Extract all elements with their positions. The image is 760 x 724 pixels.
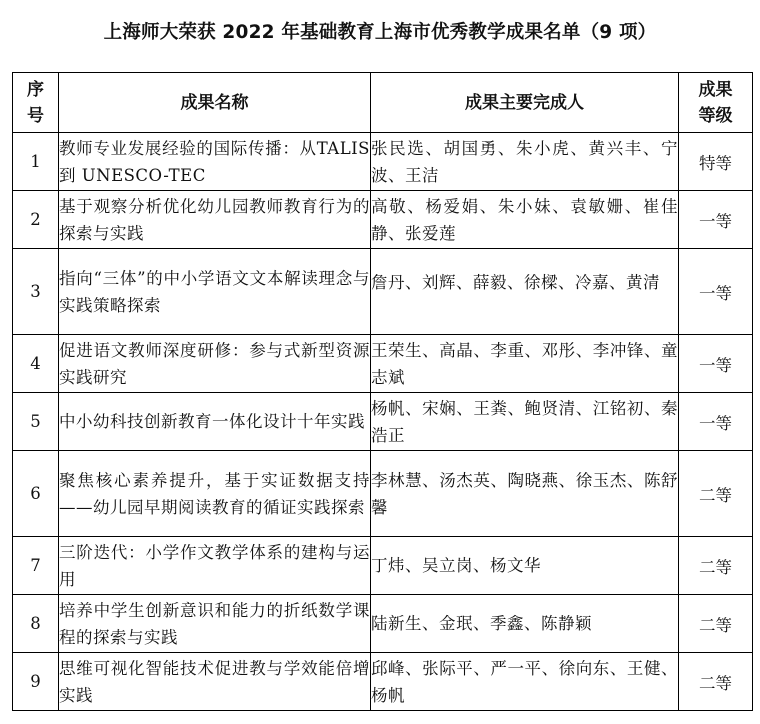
row-num: 3 [13, 249, 59, 335]
table-row [13, 595, 753, 653]
table-row [13, 537, 753, 595]
row-grade: 一等 [679, 335, 753, 393]
row-num: 1 [13, 133, 59, 191]
row-num: 4 [13, 335, 59, 393]
row-grade: 二等 [679, 595, 753, 653]
table-row [13, 249, 753, 335]
table-row [13, 393, 753, 451]
row-name: 思维可视化智能技术促进教与学效能倍增实践 [59, 653, 371, 711]
table-row [13, 133, 753, 191]
table-row [13, 335, 753, 393]
row-grade: 特等 [679, 133, 753, 191]
table-row [13, 191, 753, 249]
header-num: 序 号 [13, 73, 59, 133]
row-num: 6 [13, 451, 59, 537]
row-people: 王荣生、高晶、李重、邓彤、李冲锋、童志斌 [371, 335, 679, 393]
row-num: 2 [13, 191, 59, 249]
page-title: 上海师大荣获 2022 年基础教育上海市优秀教学成果名单（9 项） [103, 22, 657, 43]
row-name: 中小幼科技创新教育一体化设计十年实践 [59, 393, 371, 451]
row-num: 9 [13, 653, 59, 711]
header-people: 成果主要完成人 [371, 73, 679, 133]
row-people: 李林慧、汤杰英、陶晓燕、徐玉杰、陈舒馨 [371, 451, 679, 537]
row-people: 张民选、胡国勇、朱小虎、黄兴丰、宁波、王洁 [371, 133, 679, 191]
row-name: 基于观察分析优化幼儿园教师教育行为的探索与实践 [59, 191, 371, 249]
header-name: 成果名称 [59, 73, 371, 133]
row-num: 7 [13, 537, 59, 595]
row-people: 杨帆、宋娴、王粪、鲍贤清、江铭初、秦浩正 [371, 393, 679, 451]
row-name: 教师专业发展经验的国际传播：从TALIS 到 UNESCO-TEC [59, 133, 371, 191]
row-num: 8 [13, 595, 59, 653]
row-grade: 二等 [679, 451, 753, 537]
row-name: 三阶迭代：小学作文教学体系的建构与运用 [59, 537, 371, 595]
row-name: 聚焦核心素养提升，基于实证数据支持——幼儿园早期阅读教育的循证实践探索 [59, 451, 371, 537]
row-people: 丁炜、吴立岗、杨文华 [371, 537, 679, 595]
row-people: 邱峰、张际平、严一平、徐向东、王健、杨帆 [371, 653, 679, 711]
row-num: 5 [13, 393, 59, 451]
header-row [13, 73, 753, 133]
row-grade: 一等 [679, 393, 753, 451]
row-people: 陆新生、金珉、季鑫、陈静颖 [371, 595, 679, 653]
row-grade: 一等 [679, 191, 753, 249]
table-row [13, 451, 753, 537]
results-table [12, 72, 753, 711]
row-people: 高敬、杨爱娟、朱小妹、袁敏姗、崔佳静、张爱莲 [371, 191, 679, 249]
row-people: 詹丹、刘辉、薛毅、徐樑、冷嘉、黄清 [371, 249, 679, 335]
row-grade: 一等 [679, 249, 753, 335]
table-row [13, 653, 753, 711]
row-name: 培养中学生创新意识和能力的折纸数学课程的探索与实践 [59, 595, 371, 653]
row-grade: 二等 [679, 653, 753, 711]
row-name: 指向“三体”的中小学语文文本解读理念与实践策略探索 [59, 249, 371, 335]
header-grade: 成果 等级 [679, 73, 753, 133]
row-grade: 二等 [679, 537, 753, 595]
row-name: 促进语文教师深度研修：参与式新型资源实践研究 [59, 335, 371, 393]
